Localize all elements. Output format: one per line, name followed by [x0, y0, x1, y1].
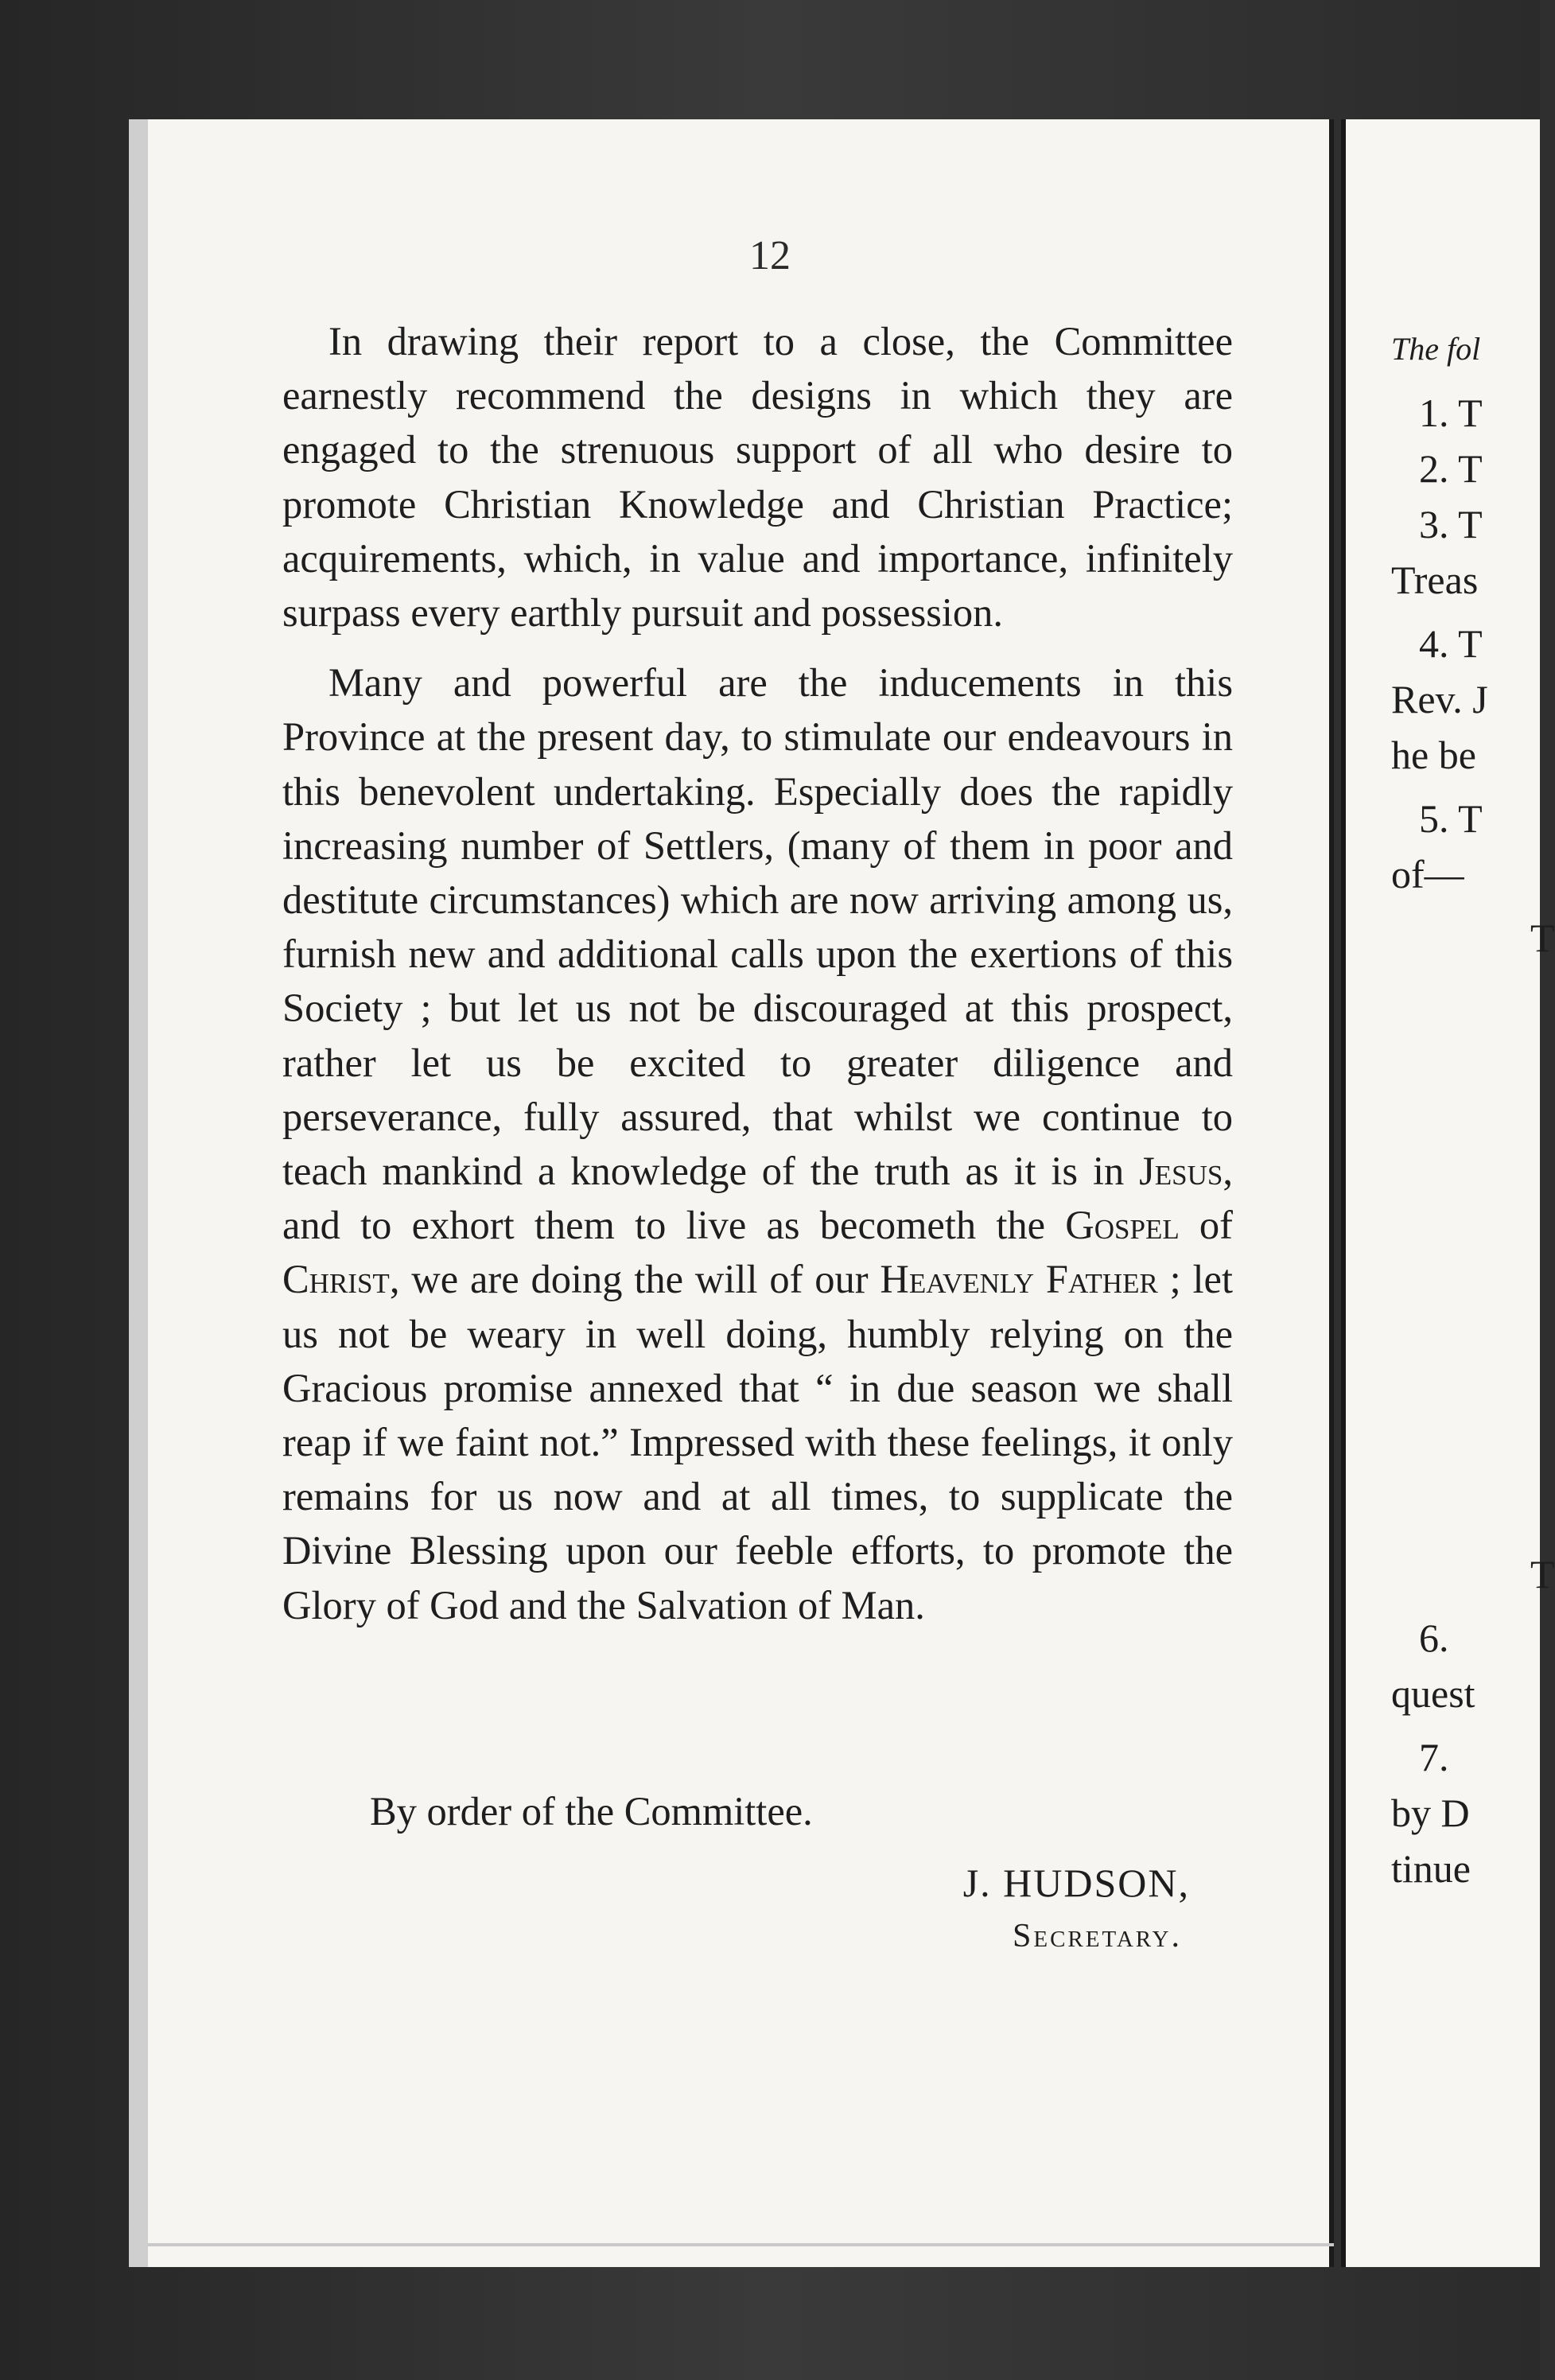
right-page-line: Rev. J [1391, 677, 1488, 721]
paragraph-inducements [282, 655, 1233, 1632]
right-page [1341, 119, 1555, 2267]
closing-line: By order of the Committee. [370, 1789, 813, 1834]
right-page-line: 5. T [1419, 796, 1483, 841]
right-page-line: of— [1391, 852, 1464, 896]
signature-title: Secretary. [1013, 1918, 1182, 1954]
right-page-line: Treas [1391, 558, 1479, 602]
right-page-line: 7. [1419, 1735, 1449, 1779]
right-page-line: 6. [1419, 1616, 1449, 1660]
signature-name: J. HUDSON, [962, 1861, 1190, 1905]
paragraph-closing-recommendation: In drawing their report to a close, the Committee earnestly recommend the designs in which they are engaged to the strenuous support of all who desire to promote Christian Knowledge and Christian Practice; acquirements, which, in value and importance, infinitely surpass every earthly pursuit and possession. [282, 319, 1233, 636]
text-segment: of [1179, 1203, 1233, 1248]
page-number: 12 [749, 233, 791, 278]
gospel-smallcaps: Gospel [1065, 1203, 1180, 1248]
text-segment: , and to exhort them to live as becometh the [282, 1149, 1233, 1248]
text-segment: ; let us not be weary in well doing, humbly relying on the Gracious promise annexed that “ in due season we shall reap if we faint not.” Impressed with these feelings, it only remains for us now and at all times, to supplicate the Divine Blessing upon our feeble efforts, to promote the Glory of God and the Salvation of Man. [282, 1257, 1233, 1628]
right-page-heading: The fol [1391, 331, 1481, 367]
right-page-line: quest [1391, 1671, 1475, 1716]
right-page-line: T [1530, 916, 1555, 960]
right-page-line: by D [1391, 1791, 1470, 1835]
right-page-line: T [1530, 1552, 1555, 1596]
right-page-text [1346, 119, 1555, 2267]
right-page-line: 3. T [1419, 502, 1483, 546]
right-page-line: 4. T [1419, 621, 1483, 666]
right-page-line: 1. T [1419, 391, 1483, 435]
text-segment: Many and powerful are the inducements in this Province at the present day, to stimulate our endeavours in this benevolent undertaking. Especially does the rapidly increasing number of Settlers, (many of them in poor and destitute circumstances) which are now arriving among us, furnish new and additional calls upon the exertions of this Society ; but let us not be discouraged at this prospect, rather let us be excited to greater diligence and perseverance, fully assured, that whilst we continue to teach mankind a knowledge of the truth as it is in [282, 660, 1233, 1194]
right-page-line: tinue [1391, 1846, 1471, 1891]
christ-smallcaps: Christ [282, 1257, 390, 1302]
report-body [282, 314, 1233, 1632]
text-segment: , we are doing the will of our [389, 1257, 881, 1302]
page-bottom-edge [148, 2243, 1334, 2246]
jesus-smallcaps: Jesus [1139, 1149, 1223, 1194]
right-page-line: he be [1391, 733, 1476, 777]
heavenly-father-smallcaps: Heavenly Father [880, 1257, 1158, 1302]
right-page-line: 2. T [1419, 446, 1483, 491]
